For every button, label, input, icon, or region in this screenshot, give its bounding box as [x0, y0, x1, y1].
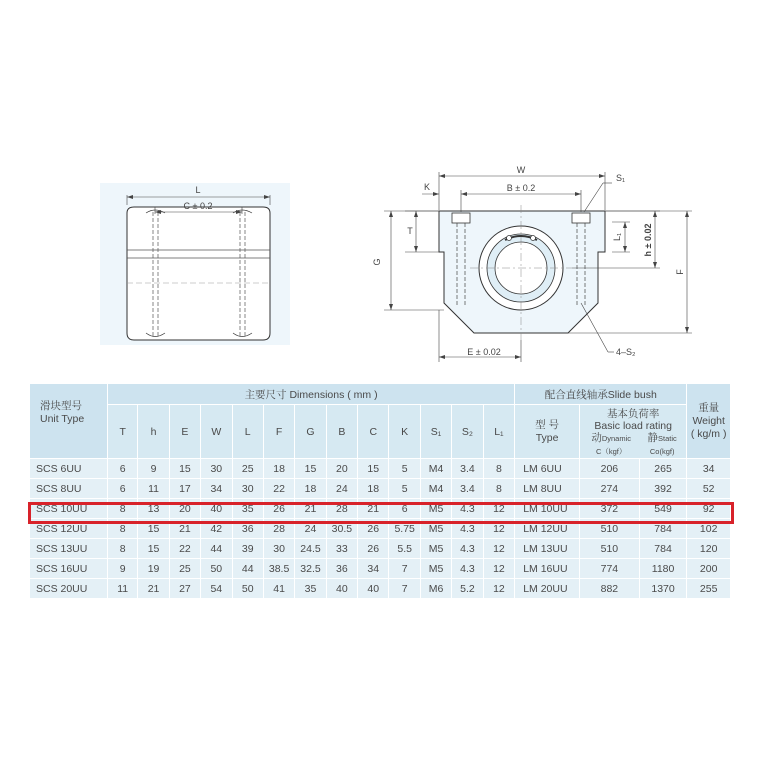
row-l-cell: 25: [232, 459, 263, 479]
row-l1-cell: 12: [483, 539, 515, 559]
column-letter-row: [30, 405, 731, 459]
static-cn: 静: [647, 432, 659, 444]
row-c-cell: 26: [358, 539, 389, 559]
row-static-cell: 549: [639, 499, 687, 519]
row-f-cell: 22: [263, 479, 294, 499]
load-header-cn: 基本负荷率: [606, 408, 660, 420]
dim-L-label: L: [195, 185, 201, 195]
table-body: [30, 459, 731, 599]
row-t-cell: 6: [107, 479, 137, 499]
row-w-cell: 30: [201, 459, 232, 479]
model-header-cn: 型 号: [535, 418, 560, 431]
table-row: [30, 559, 731, 579]
row-f-cell: 28: [263, 519, 294, 539]
row-dynamic-cell: 372: [580, 499, 640, 519]
row-k-cell: 7: [389, 579, 420, 599]
row-f-cell: 18: [263, 459, 294, 479]
row-l-cell: 39: [232, 539, 263, 559]
col-h: h: [138, 405, 169, 459]
row-e-cell: 27: [169, 579, 200, 599]
row-s2-cell: 4.3: [452, 499, 483, 519]
dim-S1-label: S₁: [616, 173, 626, 183]
row-k-cell: 5: [389, 459, 420, 479]
dim-W-label: W: [516, 165, 526, 175]
row-g-cell: 18: [295, 479, 326, 499]
col-C: C: [358, 405, 389, 459]
row-e-cell: 25: [169, 559, 200, 579]
row-g-cell: 35: [295, 579, 326, 599]
row-dynamic-cell: 206: [580, 459, 640, 479]
type-header-cn: 滑块型号: [40, 400, 82, 412]
row-dynamic-cell: 774: [580, 559, 640, 579]
row-f-cell: 41: [263, 579, 294, 599]
row-e-cell: 15: [169, 459, 200, 479]
row-c-cell: 26: [358, 519, 389, 539]
row-b-cell: 36: [326, 559, 357, 579]
table-row: [30, 459, 731, 479]
dim-K-label: K: [423, 182, 431, 192]
static-unit: Co(kgf): [649, 447, 675, 456]
weight-header: [687, 384, 731, 459]
row-g-cell: 21: [295, 499, 326, 519]
row-f-cell: 30: [263, 539, 294, 559]
row-model-cell: LM 16UU: [515, 559, 580, 579]
row-l1-cell: 8: [483, 459, 515, 479]
row-weight-cell: 120: [687, 539, 731, 559]
row-s2-cell: 4.3: [452, 539, 483, 559]
dim-E-label: E ± 0.02: [467, 347, 501, 357]
spec-table: [29, 383, 731, 599]
dim-h-label: h ± 0.02: [643, 223, 653, 257]
weight-unit: ( kg/m ): [690, 427, 727, 440]
row-e-cell: 21: [169, 519, 200, 539]
dim-T-label: T: [407, 226, 413, 236]
col-T: T: [107, 405, 137, 459]
row-dynamic-cell: 882: [580, 579, 640, 599]
row-model-cell: LM 8UU: [515, 479, 580, 499]
dimensions-header: 主要尺寸 Dimensions ( mm ): [107, 384, 514, 405]
table-row: [30, 539, 731, 559]
row-l1-cell: 12: [483, 519, 515, 539]
row-l1-cell: 12: [483, 579, 515, 599]
dim-S2-label: 4–S₂: [616, 347, 636, 357]
row-type-cell: SCS 10UU: [30, 499, 108, 519]
row-k-cell: 6: [389, 499, 420, 519]
row-model-cell: LM 6UU: [515, 459, 580, 479]
row-t-cell: 9: [107, 559, 137, 579]
row-w-cell: 44: [201, 539, 232, 559]
table-header: [30, 384, 731, 459]
static-en: Static: [658, 434, 677, 443]
row-k-cell: 5.75: [389, 519, 420, 539]
row-t-cell: 11: [107, 579, 137, 599]
row-h-cell: 15: [138, 519, 169, 539]
row-weight-cell: 34: [687, 459, 731, 479]
row-h-cell: 19: [138, 559, 169, 579]
side-view-body: [127, 207, 270, 340]
table-row: [30, 479, 731, 499]
weight-header-cn: 重量: [698, 401, 720, 414]
row-c-cell: 15: [358, 459, 389, 479]
col-F: F: [263, 405, 294, 459]
col-K: K: [389, 405, 420, 459]
row-static-cell: 1370: [639, 579, 687, 599]
row-model-cell: LM 10UU: [515, 499, 580, 519]
row-h-cell: 11: [138, 479, 169, 499]
row-w-cell: 34: [201, 479, 232, 499]
row-k-cell: 5.5: [389, 539, 420, 559]
col-L: L: [232, 405, 263, 459]
row-s2-cell: 3.4: [452, 479, 483, 499]
model-header-en: Type: [535, 431, 559, 444]
row-l-cell: 50: [232, 579, 263, 599]
row-c-cell: 40: [358, 579, 389, 599]
dim-B-label: B ± 0.2: [506, 183, 536, 193]
row-g-cell: 24: [295, 519, 326, 539]
row-s1-cell: M5: [420, 499, 451, 519]
row-l-cell: 30: [232, 479, 263, 499]
row-b-cell: 33: [326, 539, 357, 559]
row-weight-cell: 102: [687, 519, 731, 539]
col-B: B: [326, 405, 357, 459]
row-model-cell: LM 12UU: [515, 519, 580, 539]
row-static-cell: 784: [639, 539, 687, 559]
row-h-cell: 9: [138, 459, 169, 479]
row-t-cell: 8: [107, 519, 137, 539]
row-type-cell: SCS 13UU: [30, 539, 108, 559]
row-b-cell: 40: [326, 579, 357, 599]
row-weight-cell: 255: [687, 579, 731, 599]
row-w-cell: 42: [201, 519, 232, 539]
row-static-cell: 392: [639, 479, 687, 499]
row-c-cell: 21: [358, 499, 389, 519]
col-W: W: [201, 405, 232, 459]
col-L1: L₁: [483, 405, 515, 459]
weight-header-en: Weight: [692, 414, 725, 427]
row-e-cell: 22: [169, 539, 200, 559]
row-weight-cell: 200: [687, 559, 731, 579]
row-s2-cell: 4.3: [452, 519, 483, 539]
row-t-cell: 8: [107, 539, 137, 559]
dim-G-label: G: [372, 258, 382, 266]
row-s1-cell: M4: [420, 459, 451, 479]
load-rating-header: [580, 405, 687, 459]
row-t-cell: 8: [107, 499, 137, 519]
table-row: [30, 579, 731, 599]
row-dynamic-cell: 510: [580, 539, 640, 559]
row-l1-cell: 8: [483, 479, 515, 499]
model-header: [515, 405, 580, 459]
front-view: [372, 165, 692, 362]
row-t-cell: 6: [107, 459, 137, 479]
col-S1: S₁: [420, 405, 451, 459]
row-b-cell: 20: [326, 459, 357, 479]
row-l-cell: 36: [232, 519, 263, 539]
row-s1-cell: M5: [420, 539, 451, 559]
row-e-cell: 20: [169, 499, 200, 519]
row-b-cell: 24: [326, 479, 357, 499]
row-k-cell: 5: [389, 479, 420, 499]
table-row: [30, 499, 731, 519]
row-k-cell: 7: [389, 559, 420, 579]
row-dynamic-cell: 274: [580, 479, 640, 499]
dynamic-en: Dynamic: [601, 434, 632, 443]
row-s2-cell: 3.4: [452, 459, 483, 479]
row-l1-cell: 12: [483, 559, 515, 579]
row-type-cell: SCS 8UU: [30, 479, 108, 499]
row-b-cell: 30.5: [326, 519, 357, 539]
row-l1-cell: 12: [483, 499, 515, 519]
row-s1-cell: M6: [420, 579, 451, 599]
row-type-cell: SCS 16UU: [30, 559, 108, 579]
row-f-cell: 38.5: [263, 559, 294, 579]
row-type-cell: SCS 6UU: [30, 459, 108, 479]
bush-header: 配合直线轴承Slide bush: [515, 384, 687, 405]
row-s1-cell: M5: [420, 519, 451, 539]
col-S2: S₂: [452, 405, 483, 459]
row-s2-cell: 4.3: [452, 559, 483, 579]
row-weight-cell: 52: [687, 479, 731, 499]
row-static-cell: 784: [639, 519, 687, 539]
col-G: G: [295, 405, 326, 459]
load-header-en: Basic load rating: [594, 420, 672, 432]
row-g-cell: 24.5: [295, 539, 326, 559]
row-type-cell: SCS 20UU: [30, 579, 108, 599]
row-s1-cell: M4: [420, 479, 451, 499]
row-f-cell: 26: [263, 499, 294, 519]
row-l-cell: 35: [232, 499, 263, 519]
row-c-cell: 18: [358, 479, 389, 499]
type-header-en: Unit Type: [40, 413, 85, 425]
technical-drawing: [0, 0, 781, 380]
row-h-cell: 15: [138, 539, 169, 559]
dynamic-cn: 动: [591, 432, 602, 444]
row-type-cell: SCS 12UU: [30, 519, 108, 539]
side-view: [100, 183, 290, 345]
row-g-cell: 32.5: [295, 559, 326, 579]
row-model-cell: LM 13UU: [515, 539, 580, 559]
dim-C-label: C ± 0.2: [183, 201, 213, 211]
type-header: [30, 384, 108, 459]
row-static-cell: 1180: [639, 559, 687, 579]
row-s1-cell: M5: [420, 559, 451, 579]
row-e-cell: 17: [169, 479, 200, 499]
row-l-cell: 44: [232, 559, 263, 579]
row-g-cell: 15: [295, 459, 326, 479]
row-dynamic-cell: 510: [580, 519, 640, 539]
row-h-cell: 13: [138, 499, 169, 519]
table-row: [30, 519, 731, 539]
row-b-cell: 28: [326, 499, 357, 519]
row-static-cell: 265: [639, 459, 687, 479]
col-E: E: [169, 405, 200, 459]
row-w-cell: 54: [201, 579, 232, 599]
dim-F-label: F: [675, 269, 685, 275]
row-weight-cell: 92: [687, 499, 731, 519]
dim-L1-label: L₁: [612, 232, 622, 242]
row-model-cell: LM 20UU: [515, 579, 580, 599]
drawing-svg: [0, 0, 781, 380]
row-h-cell: 21: [138, 579, 169, 599]
row-c-cell: 34: [358, 559, 389, 579]
row-s2-cell: 5.2: [452, 579, 483, 599]
dynamic-unit: C（kgf）: [595, 447, 627, 456]
row-w-cell: 50: [201, 559, 232, 579]
row-w-cell: 40: [201, 499, 232, 519]
